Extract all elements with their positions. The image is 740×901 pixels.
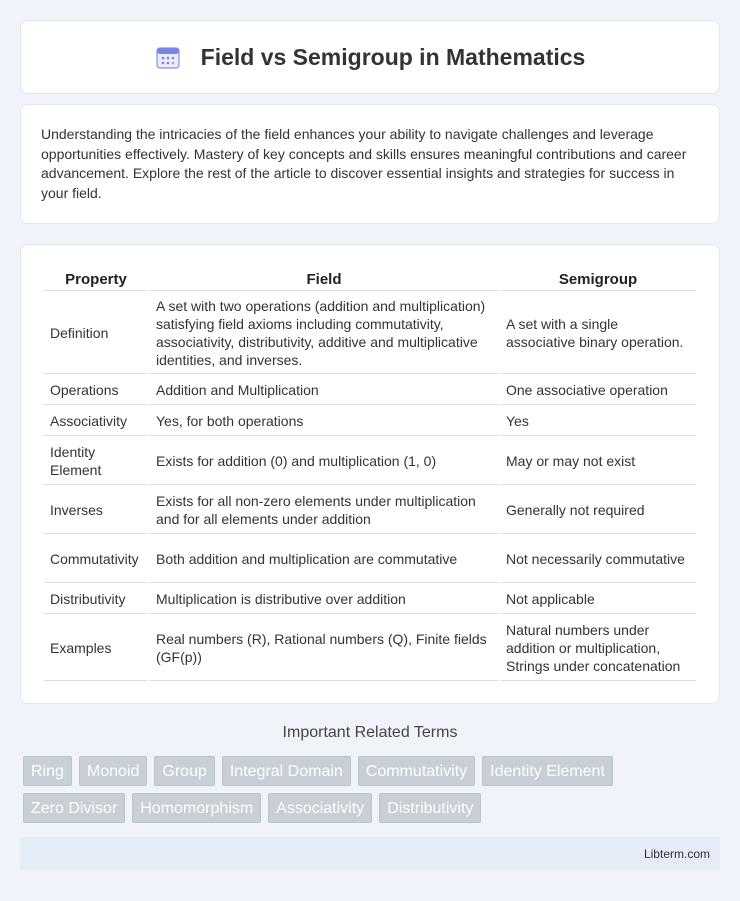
- cell-property: Commutativity: [44, 536, 148, 583]
- cell-field: Addition and Multiplication: [150, 376, 498, 405]
- cell-property: Inverses: [44, 487, 148, 534]
- cell-property: Associativity: [44, 407, 148, 436]
- calendar-icon: [155, 44, 181, 70]
- column-header-field: Field: [150, 267, 498, 291]
- table-row: [44, 438, 696, 485]
- cell-semigroup: May or may not exist: [500, 438, 696, 485]
- intro-text: Understanding the intricacies of the field enhances your ability to navigate challenges and leverage opportunities effectively. Mastery of key concepts and skills ensures meaningful contributions and career advancement. Explore the rest of the article to discover essential insights and strategies for success in your field.: [41, 126, 687, 201]
- cell-field: Exists for addition (0) and multiplication (1, 0): [150, 438, 498, 485]
- column-header-semigroup: Semigroup: [500, 267, 696, 291]
- tag-associativity[interactable]: Associativity: [268, 793, 372, 823]
- table-row: [44, 407, 696, 436]
- cell-property: Examples: [44, 616, 148, 681]
- intro-card: [20, 104, 720, 224]
- tag-zero-divisor[interactable]: Zero Divisor: [23, 793, 125, 823]
- cell-property: Operations: [44, 376, 148, 405]
- footer: [20, 837, 720, 870]
- tag-identity-element[interactable]: Identity Element: [482, 756, 613, 786]
- cell-field: Both addition and multiplication are commutative: [150, 536, 498, 583]
- table-header-row: [44, 267, 696, 291]
- cell-semigroup: Not applicable: [500, 585, 696, 614]
- cell-field: Real numbers (R), Rational numbers (Q), Finite fields (GF(p)): [150, 616, 498, 681]
- tag-integral-domain[interactable]: Integral Domain: [222, 756, 351, 786]
- table-row: [44, 616, 696, 681]
- cell-property: Distributivity: [44, 585, 148, 614]
- cell-field: Exists for all non-zero elements under multiplication and for all elements under addition: [150, 487, 498, 534]
- cell-semigroup: Not necessarily commutative: [500, 536, 696, 583]
- table-row: [44, 293, 696, 374]
- header-card: [20, 20, 720, 94]
- table-row: [44, 536, 696, 583]
- cell-property: Definition: [44, 293, 148, 374]
- tag-commutativity[interactable]: Commutativity: [358, 756, 475, 786]
- table-row: [44, 487, 696, 534]
- page-title: Field vs Semigroup in Mathematics: [200, 43, 586, 70]
- tag-ring[interactable]: Ring: [23, 756, 72, 786]
- comparison-table: [42, 265, 698, 683]
- cell-semigroup: Generally not required: [500, 487, 696, 534]
- cell-semigroup: One associative operation: [500, 376, 696, 405]
- table-row: [44, 585, 696, 614]
- cell-property: Identity Element: [44, 438, 148, 485]
- column-header-property: Property: [44, 267, 148, 291]
- table-row: [44, 376, 696, 405]
- cell-semigroup: Natural numbers under addition or multiplication, Strings under concatenation: [500, 616, 696, 681]
- cell-field: Multiplication is distributive over addition: [150, 585, 498, 614]
- tag-monoid[interactable]: Monoid: [79, 756, 147, 786]
- related-terms-heading: Important Related Terms: [282, 724, 458, 741]
- cell-semigroup: Yes: [500, 407, 696, 436]
- cell-semigroup: A set with a single associative binary operation.: [500, 293, 696, 374]
- cell-field: Yes, for both operations: [150, 407, 498, 436]
- comparison-card: [20, 244, 720, 704]
- cell-field: A set with two operations (addition and multiplication) satisfying field axioms including commutativity, associativity, distributivity, additive and multiplicative identities, and inverses.: [150, 293, 498, 374]
- tag-homomorphism[interactable]: Homomorphism: [132, 793, 261, 823]
- related-terms-list: [23, 756, 723, 830]
- footer-site-link[interactable]: Libterm.com: [643, 846, 710, 861]
- tag-group[interactable]: Group: [154, 756, 214, 786]
- tag-distributivity[interactable]: Distributivity: [379, 793, 481, 823]
